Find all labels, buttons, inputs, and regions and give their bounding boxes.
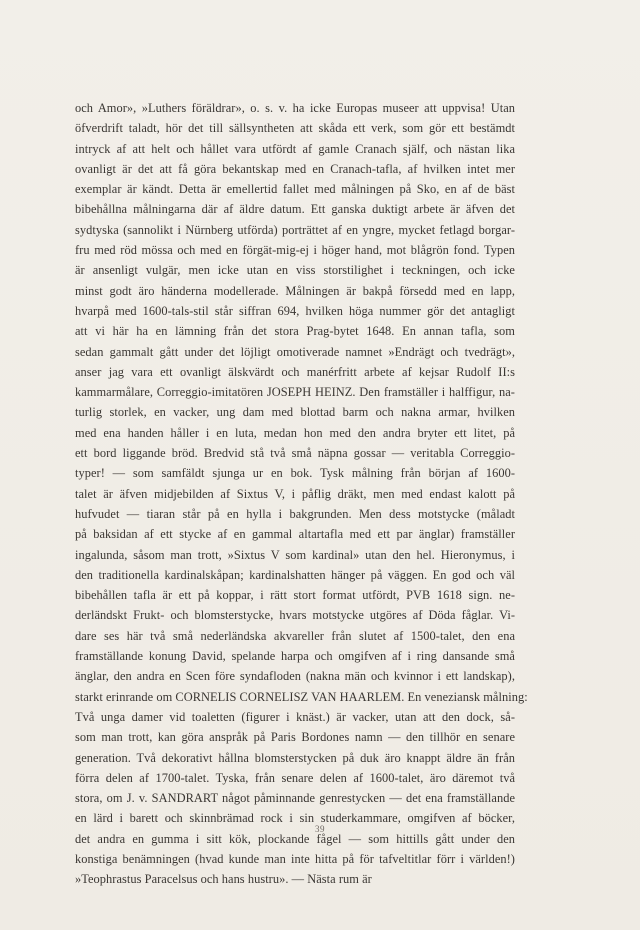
text-line: stora, om J. v. SANDRART något påminnande genrestycken — det ena framställande xyxy=(75,791,515,806)
text-line: är ansenligt vulgär, men icke utan en viss storstilighet i teckningen, och icke xyxy=(75,263,515,278)
text-line: och Amor», »Luthers föräldrar», o. s. v. ha icke Europas museer att uppvisa! Utan xyxy=(75,101,515,115)
text-line: dare ses här två små nederländska akvareller från slutet af 1500-talet, den ena xyxy=(75,628,515,643)
text-line: minst godt äro händerna modellerade. Målningen är bakpå försedd med en lapp, xyxy=(75,283,515,298)
text-line: öfverdrift taladt, hör det till sällsyntheten att skåda ett verk, som gör ett bestämdt xyxy=(75,121,515,136)
text-line: framställande konung David, spelande harpa och omgifven af i ring dansande små xyxy=(75,649,515,664)
text-line: med ena handen håller i en luta, medan hon med den andra bryter ett litet, på xyxy=(75,425,515,440)
text-line: en lärd i barett och skinnbrämad rock i sin studerkammare, omgifven af böcker, xyxy=(75,811,515,826)
text-line: ingalunda, såsom man trott, »Sixtus V som kardinal» utan den hel. Hieronymus, i xyxy=(75,547,515,562)
text-line: intryck af att helt och hållet vara utfördt af gamle Cranach själf, och nästan lika xyxy=(75,141,515,156)
text-line: kammarmålare, Correggio-imitatören JOSEPH HEINZ. Den framställer i halffigur, na- xyxy=(75,385,515,400)
text-line: på baksidan af ett stycke af en gammal altartafla med ett par änglar) framställer xyxy=(75,527,515,542)
text-line: sedan gammalt gått under det löjligt omotiverade namnet »Endrägt och tvedrägt», xyxy=(75,344,515,359)
text-line: anser jag vara ett ovanligt älskvärdt och manérfritt arbete af kejsar Rudolf II:s xyxy=(75,364,515,379)
text-line: »Teophrastus Paracelsus och hans hustru». — Nästa rum är xyxy=(75,872,372,887)
text-line: ovanligt är det att få göra bekantskap med en Cranach-tafla, af hvilken intet mer xyxy=(75,161,515,176)
text-line: sydtyska (sannolikt i Nürnberg utförda) porträttet af en yngre, mycket fetlagd borgar- xyxy=(75,222,515,237)
text-line: det andra en gumma i sitt kök, plockande fågel — som hittills gått under den xyxy=(75,831,515,846)
text-line: Två unga damer vid toaletten (figurer i knäst.) är vacker, utan att den dock, så- xyxy=(75,709,515,724)
text-line: starkt erinrande om CORNELIS CORNELISZ VAN HAARLEM. En veneziansk målning: xyxy=(75,689,528,704)
text-line: typer! — som samfäldt sjunga ur en bok. Tysk målning från början af 1600- xyxy=(75,466,515,481)
text-line: generation. Två dekorativt hållna blomsterstycken på duk äro knappt äldre än från xyxy=(75,750,515,765)
text-line: talet är äfven midjebilden af Sixtus V, i påflig dräkt, men med endast kalott på xyxy=(75,486,515,501)
text-line: hufvudet — tiaran står på en hylla i bakgrunden. Men dess motstycke (måladt xyxy=(75,506,515,521)
page-number: 39 xyxy=(315,824,325,834)
text-line: den traditionella kardinalskåpan; kardinalshatten hänger på väggen. En god och väl xyxy=(75,567,515,582)
text-line: bibehållna målningarna där af äldre datum. Ett ganska duktigt arbete är äfven det xyxy=(75,202,515,217)
text-line: turlig storlek, en vacker, ung dam med blottad barm och nakna armar, hvilken xyxy=(75,405,515,420)
text-line: att vi här ha en lämning från det stora Prag-bytet 1648. En annan tafla, som xyxy=(75,324,515,339)
text-line: konstiga benämningen (hvad kunde man inte hitta på för tafveltitlar förr i världen!) xyxy=(75,851,515,866)
text-line: ett bord liggande bröd. Bredvid stå två små näpna gossar — veritabla Correggio- xyxy=(75,446,515,461)
body-text xyxy=(75,98,528,890)
text-line: änglar, den andra en Scen före syndafloden (nakna män och kvinnor i ett landskap), xyxy=(75,669,515,684)
text-line: derländskt Frukt- och blomsterstycke, hvars motstycke utgöres af Döda fåglar. Vi- xyxy=(75,608,515,623)
text-line: hvarpå med 1600-tals-stil står siffran 694, hvilken höga nummer gör det antagligt xyxy=(75,303,515,318)
text-line: exemplar är kändt. Detta är emellertid fallet med målningen på Sko, en af de bäst xyxy=(75,182,515,197)
text-line: fru med röd mössa och med en förgät-mig-ej i höger hand, mot blågrön fond. Typen xyxy=(75,243,515,258)
text-line: bibehållen tafla är ett på koppar, i rätt stort format utfördt, PVB 1618 sign. ne- xyxy=(75,588,515,603)
text-line: som man trott, kan göra anspråk på Paris Bordones namn — den tillhör en senare xyxy=(75,730,515,745)
text-line: förra delen af 1700-talet. Tyska, från senare delen af 1600-talet, äro däremot två xyxy=(75,770,515,785)
